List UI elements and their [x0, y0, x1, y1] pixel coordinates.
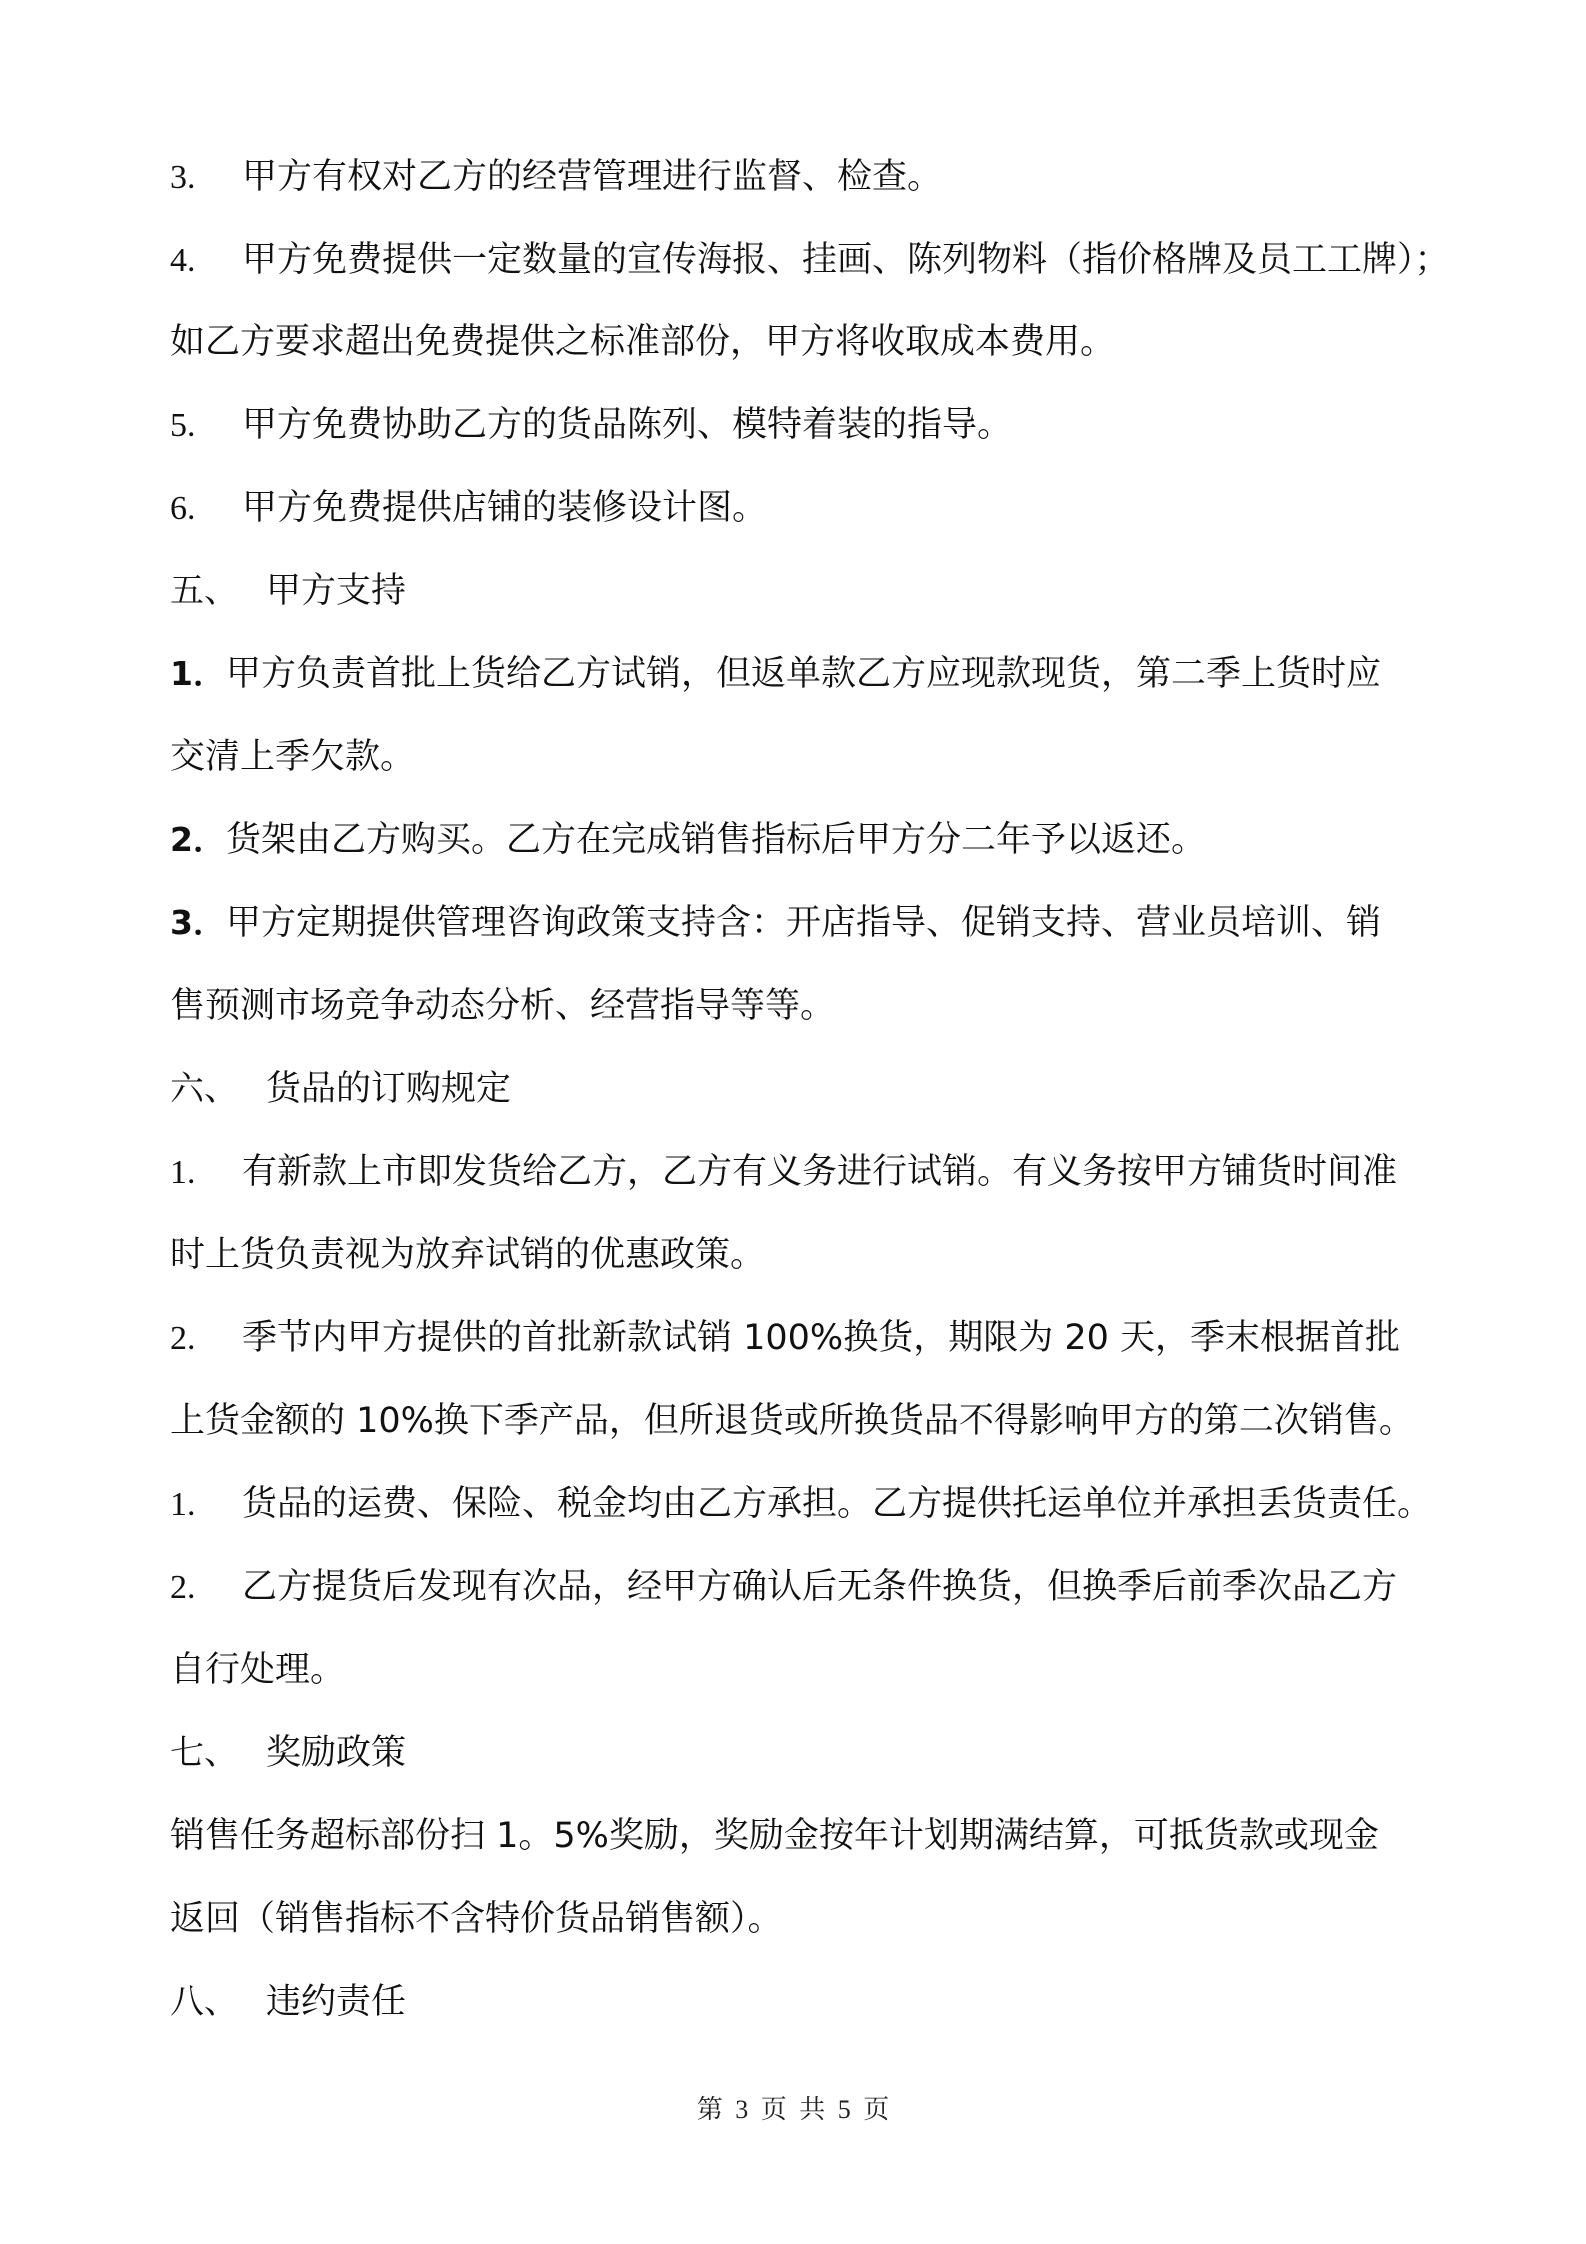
clause-a-4-continuation: [170, 317, 1470, 367]
clause-a-5: [170, 400, 1470, 451]
clause-number: 2．: [170, 820, 226, 859]
clause-text: 时上货负责视为放弃试销的优惠政策。: [170, 1235, 766, 1275]
section-title: 货品的订购规定: [266, 1069, 512, 1109]
clause-b-1-continuation: [170, 732, 1470, 782]
clause-text: 甲方负责首批上货给乙方试销，但返单款乙方应现款现货，第二季上货时应: [225, 654, 1381, 694]
clause-number: 1.: [170, 1486, 196, 1523]
section-number: 八、: [170, 1984, 238, 2021]
clause-text: 甲方有权对乙方的经营管理进行监督、检查。: [242, 157, 943, 197]
clause-text: 甲方定期提供管理咨询政策支持含：开店指导、促销支持、营业员培训、销: [225, 903, 1381, 943]
section-number: 七、: [170, 1735, 238, 1772]
clause-text: 季节内甲方提供的首批新款试销 100%换货，期限为 20 天，季末根据首批: [242, 1318, 1400, 1358]
clause-c-2-continuation: [170, 1396, 1470, 1446]
clause-b-3: [170, 898, 1470, 948]
clause-a-6: [170, 483, 1470, 534]
clause-number: 1．: [170, 654, 226, 693]
reward-paragraph: [170, 1811, 1470, 1861]
clause-number: 3．: [170, 903, 226, 942]
clause-number: 2.: [170, 1569, 196, 1606]
page-footer: 第 3 页 共 5 页: [696, 2095, 890, 2124]
clause-c-4-continuation: [170, 1645, 1470, 1695]
clause-text: 甲方免费提供店铺的装修设计图。: [242, 488, 768, 528]
clause-b-1: [170, 649, 1470, 699]
clause-text: 甲方免费提供一定数量的宣传海报、挂画、陈列物料（指价格牌及员工工牌）；: [242, 240, 1450, 280]
clause-text: 货架由乙方购买。乙方在完成销售指标后甲方分二年予以返还。: [225, 820, 1206, 860]
clause-number: 3.: [170, 159, 196, 196]
clause-number: 2.: [170, 1320, 196, 1357]
clause-a-3: [170, 152, 1470, 203]
clause-text: 如乙方要求超出免费提供之标准部份，甲方将收取成本费用。: [170, 322, 1116, 362]
section-title: 奖励政策: [266, 1733, 407, 1773]
clause-a-4: [170, 235, 1470, 286]
clause-number: 5.: [170, 407, 196, 444]
clause-number: 1.: [170, 1154, 196, 1191]
clause-text: 自行处理。: [170, 1650, 346, 1690]
clause-c-3: [170, 1479, 1470, 1530]
clause-text: 交清上季欠款。: [170, 737, 416, 777]
section-title: 违约责任: [266, 1982, 407, 2022]
reward-paragraph-continuation: [170, 1894, 1470, 1944]
clause-b-2: [170, 815, 1470, 865]
clause-c-1: [170, 1147, 1470, 1198]
clause-text: 甲方免费协助乙方的货品陈列、模特着装的指导。: [242, 405, 1013, 445]
clause-number: 4.: [170, 242, 196, 279]
section-heading-6: [170, 1064, 1470, 1115]
clause-b-3-continuation: [170, 981, 1470, 1031]
section-heading-8: [170, 1977, 1470, 2028]
section-number: 五、: [170, 573, 238, 610]
clause-text: 有新款上市即发货给乙方，乙方有义务进行试销。有义务按甲方铺货时间准: [242, 1152, 1398, 1192]
paragraph-text: 返回（销售指标不含特价货品销售额）。: [170, 1899, 783, 1939]
paragraph-text: 销售任务超标部份扫 1。5%奖励，奖励金按年计划期满结算，可抵货款或现金: [170, 1816, 1379, 1856]
section-heading-5: [170, 566, 1470, 617]
clause-c-2: [170, 1313, 1470, 1364]
section-number: 六、: [170, 1071, 238, 1108]
clause-text: 售预测市场竞争动态分析、经营指导等等。: [170, 986, 836, 1026]
clause-text: 乙方提货后发现有次品，经甲方确认后无条件换货，但换季后前季次品乙方: [242, 1567, 1398, 1607]
clause-text: 货品的运费、保险、税金均由乙方承担。乙方提供托运单位并承担丢货责任。: [242, 1484, 1433, 1524]
clause-c-4: [170, 1562, 1470, 1613]
section-title: 甲方支持: [266, 571, 407, 611]
section-heading-7: [170, 1728, 1470, 1779]
clause-number: 6.: [170, 490, 196, 527]
clause-text: 上货金额的 10%换下季产品，但所退货或所换货品不得影响甲方的第二次销售。: [170, 1401, 1414, 1441]
clause-c-1-continuation: [170, 1230, 1470, 1280]
